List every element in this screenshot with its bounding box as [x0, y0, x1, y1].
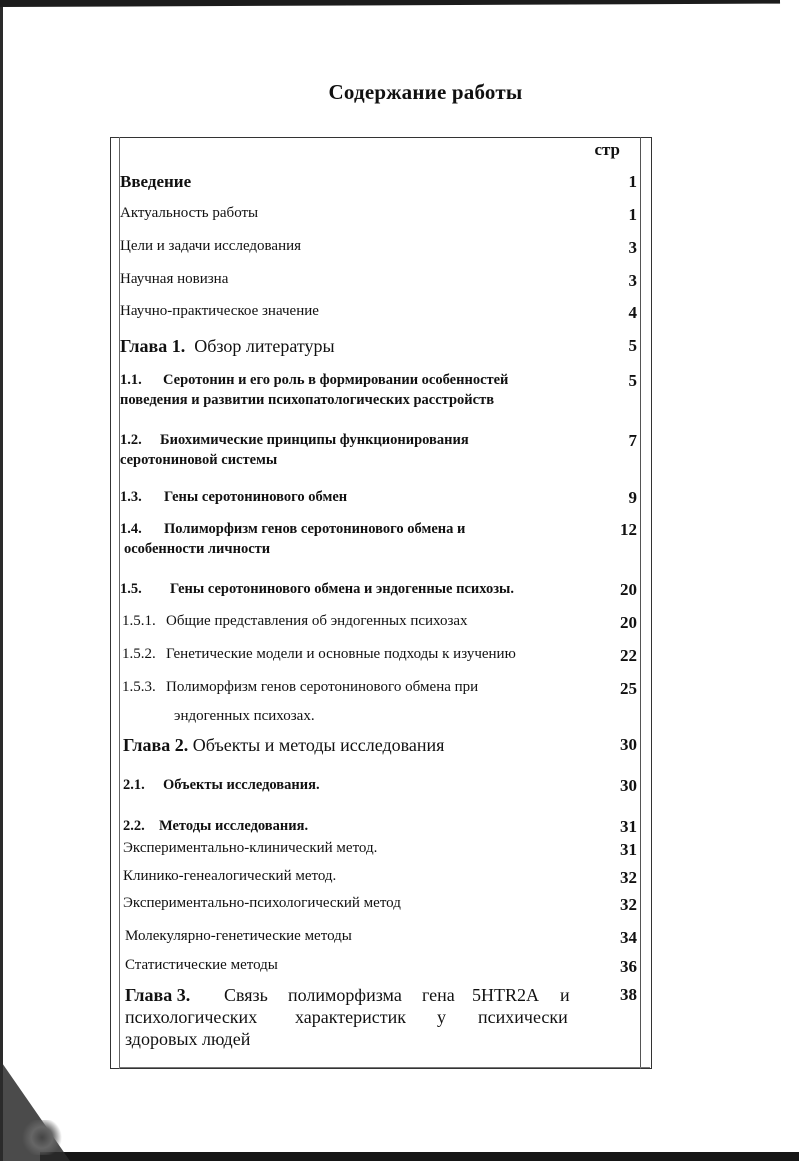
toc-entry: 1.5.3. Полиморфизм генов серотонинового обмена при эндогенных психозах. 25	[122, 679, 637, 724]
toc-chapter: Глава 3. Связь полиморфизма гена 5HTR2A и психологических характеристик у психически здоровых людей 38	[125, 985, 637, 1049]
page-bottom-edge	[40, 1152, 799, 1161]
toc-frame-line	[640, 137, 641, 1069]
toc-entry: 1.2. Биохимические принципы функционирования серотониновой системы 7	[120, 431, 637, 468]
scan-shadow-spot	[22, 1120, 62, 1155]
page-left-edge	[0, 0, 3, 1161]
toc-entry: 1.4. Полиморфизм генов серотонинового обмена и особенности личности 12	[120, 520, 637, 557]
page-title: Содержание работы	[328, 80, 523, 104]
toc-frame-line	[119, 1067, 650, 1068]
toc-entry: 1.1. Серотонин и его роль в формировании особенностей поведения и развитии психопатологических расстройств 5	[120, 371, 637, 408]
page-top-edge	[0, 0, 780, 7]
